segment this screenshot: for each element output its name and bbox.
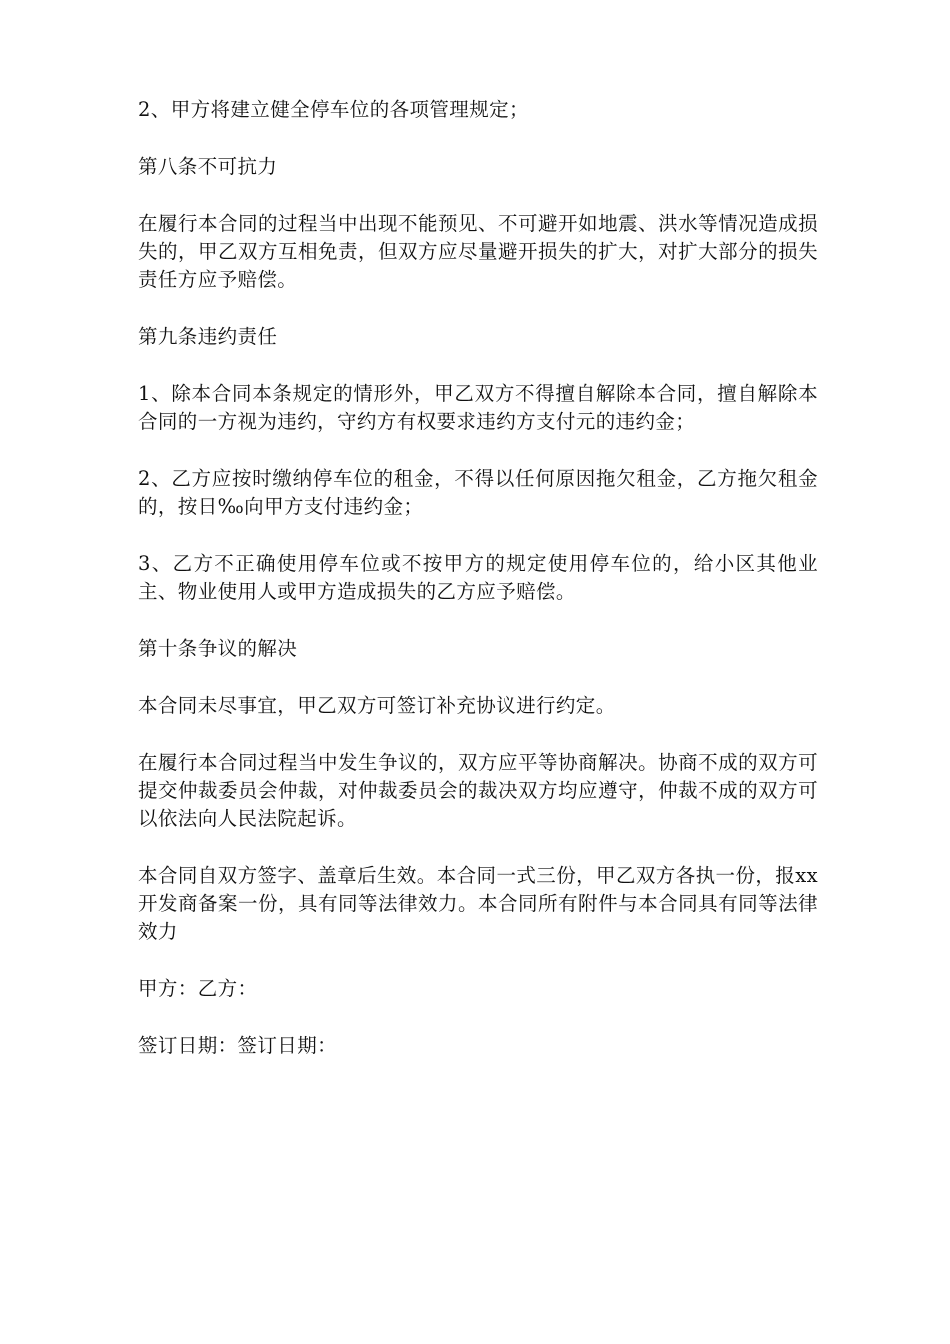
article-9-clause-3: 3、乙方不正确使用停车位或不按甲方的规定使用停车位的，给小区其他业主、物业使用人或甲方造成损失的乙方应予赔偿。 [138, 552, 818, 603]
article-8-heading: 第八条不可抗力 [138, 155, 278, 178]
article-10-supplement: 本合同未尽事宜，甲乙双方可签订补充协议进行约定。 [138, 694, 616, 717]
signature-parties: 甲方：乙方： [138, 977, 258, 1000]
article-9-clause-2: 2、乙方应按时缴纳停车位的租金，不得以任何原因拖欠租金，乙方拖欠租金的，按日‰向甲方支付违约金； [138, 467, 818, 518]
signature-dates: 签订日期：签订日期： [138, 1034, 338, 1057]
article-10-heading: 第十条争议的解决 [138, 637, 298, 660]
document-body [138, 96, 818, 1089]
effectiveness-clause: 本合同自双方签字、盖章后生效。本合同一式三份，甲乙双方各执一份，报xx开发商备案一份，具有同等法律效力。本合同所有附件与本合同具有同等法律效力 [138, 864, 818, 943]
article-9-heading: 第九条违约责任 [138, 325, 278, 348]
article-9-clause-1: 1、除本合同本条规定的情形外，甲乙双方不得擅自解除本合同，擅自解除本合同的一方视为违约，守约方有权要求违约方支付元的违约金； [138, 382, 818, 433]
clause-2-management-rules: 2、甲方将建立健全停车位的各项管理规定； [138, 98, 529, 121]
article-10-dispute: 在履行本合同过程当中发生争议的，双方应平等协商解决。协商不成的双方可提交仲裁委员会仲裁，对仲裁委员会的裁决双方均应遵守，仲裁不成的双方可以依法向人民法院起诉。 [138, 751, 818, 830]
article-8-body: 在履行本合同的过程当中出现不能预见、不可避开如地震、洪水等情况造成损失的，甲乙双方互相免责，但双方应尽量避开损失的扩大，对扩大部分的损失责任方应予赔偿。 [138, 212, 818, 291]
